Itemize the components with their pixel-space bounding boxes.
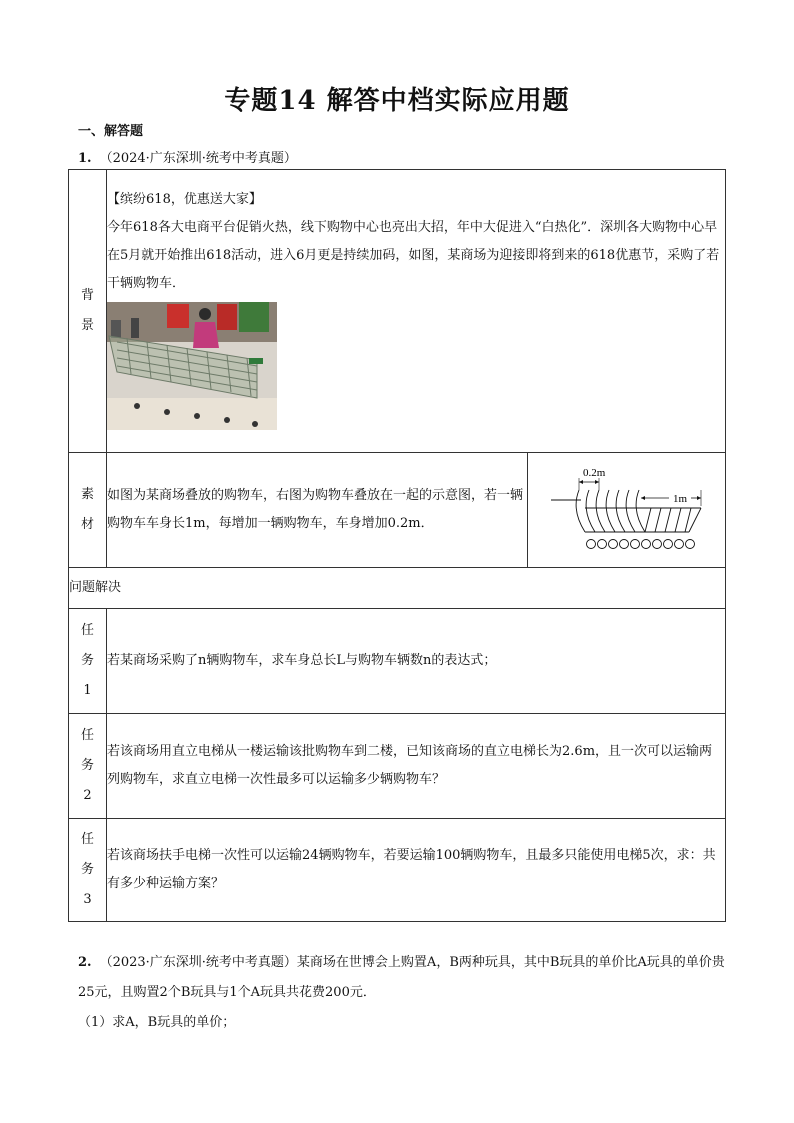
task-3-label (69, 819, 107, 922)
background-label (69, 170, 107, 453)
problem-header: 问题解决 (69, 568, 726, 609)
task-label-char: 务 (81, 758, 95, 773)
background-text: 今年618各大电商平台促销火热，线下购物中心也亮出大招，年中大促进入“白热化”．深圳各大购物中心早在5月就开始推出618活动，进入6月更是持续加码，如图，某商场为迎接即将到来的618优惠节，采购了若干辆购物车． (107, 220, 720, 291)
page-title: 专题14 解答中档实际应用题 (224, 86, 570, 116)
task-label-char: 2 (83, 788, 92, 803)
question-1-source: （2024·广东深圳·统考中考真题） (99, 151, 297, 166)
task-3-text: 若该商场扶手电梯一次性可以运输24辆购物车，若要运输100辆购物车，且最多只能使用电梯5次，求：共有多少种运输方案？ (107, 819, 726, 922)
task-label-char: 任 (81, 728, 95, 743)
diagram-label-length: 1m (673, 493, 688, 505)
task-label-char: 务 (81, 653, 95, 668)
material-label-char: 材 (81, 517, 95, 532)
material-label (69, 453, 107, 568)
question-2 (78, 948, 728, 1038)
shopping-carts-photo (107, 302, 277, 430)
task-2-text: 若该商场用直立电梯从一楼运输该批购物车到二楼，已知该商场的直立电梯长为2.6m，且一次可以运输两列购物车，求直立电梯一次性最多可以运输多少辆购物车？ (107, 714, 726, 819)
task-label-char: 1 (83, 683, 92, 698)
material-label-char: 素 (81, 487, 95, 502)
question-1-table (68, 169, 726, 922)
task-label-char: 任 (81, 832, 95, 847)
cart-stack-diagram-cell (527, 453, 725, 568)
question-1-number: 1. (78, 151, 92, 166)
material-text: 如图为某商场叠放的购物车，右图为购物车叠放在一起的示意图，若一辆购物车车身长1m，每增加一辆购物车，车身增加0.2m． (107, 453, 528, 568)
diagram-label-increment: 0.2m (583, 467, 606, 479)
task-label-char: 务 (81, 862, 95, 877)
task-1-label (69, 609, 107, 714)
question-2-text: （2023·广东深圳·统考中考真题）某商场在世博会上购置A，B两种玩具，其中B玩具的单价比A玩具的单价贵25元，且购置2个B玩具与1个A玩具共花费200元． (78, 955, 725, 1000)
background-cell (107, 170, 726, 453)
task-2-label (69, 714, 107, 819)
task-label-char: 任 (81, 623, 95, 638)
background-label-char: 背 (81, 288, 95, 303)
task-1-text: 若某商场采购了n辆购物车，求车身总长L与购物车辆数n的表达式； (107, 609, 726, 714)
background-title: 【缤纷618，优惠送大家】 (107, 192, 262, 207)
question-2-part-1: （1）求A，B玩具的单价； (78, 1015, 236, 1030)
background-label-char: 景 (81, 318, 95, 333)
question-2-number: 2. (78, 955, 92, 970)
section-heading: 一、解答题 (78, 124, 144, 139)
cart-stack-diagram (541, 460, 711, 560)
task-label-char: 3 (83, 892, 92, 907)
question-1-header (78, 147, 297, 166)
